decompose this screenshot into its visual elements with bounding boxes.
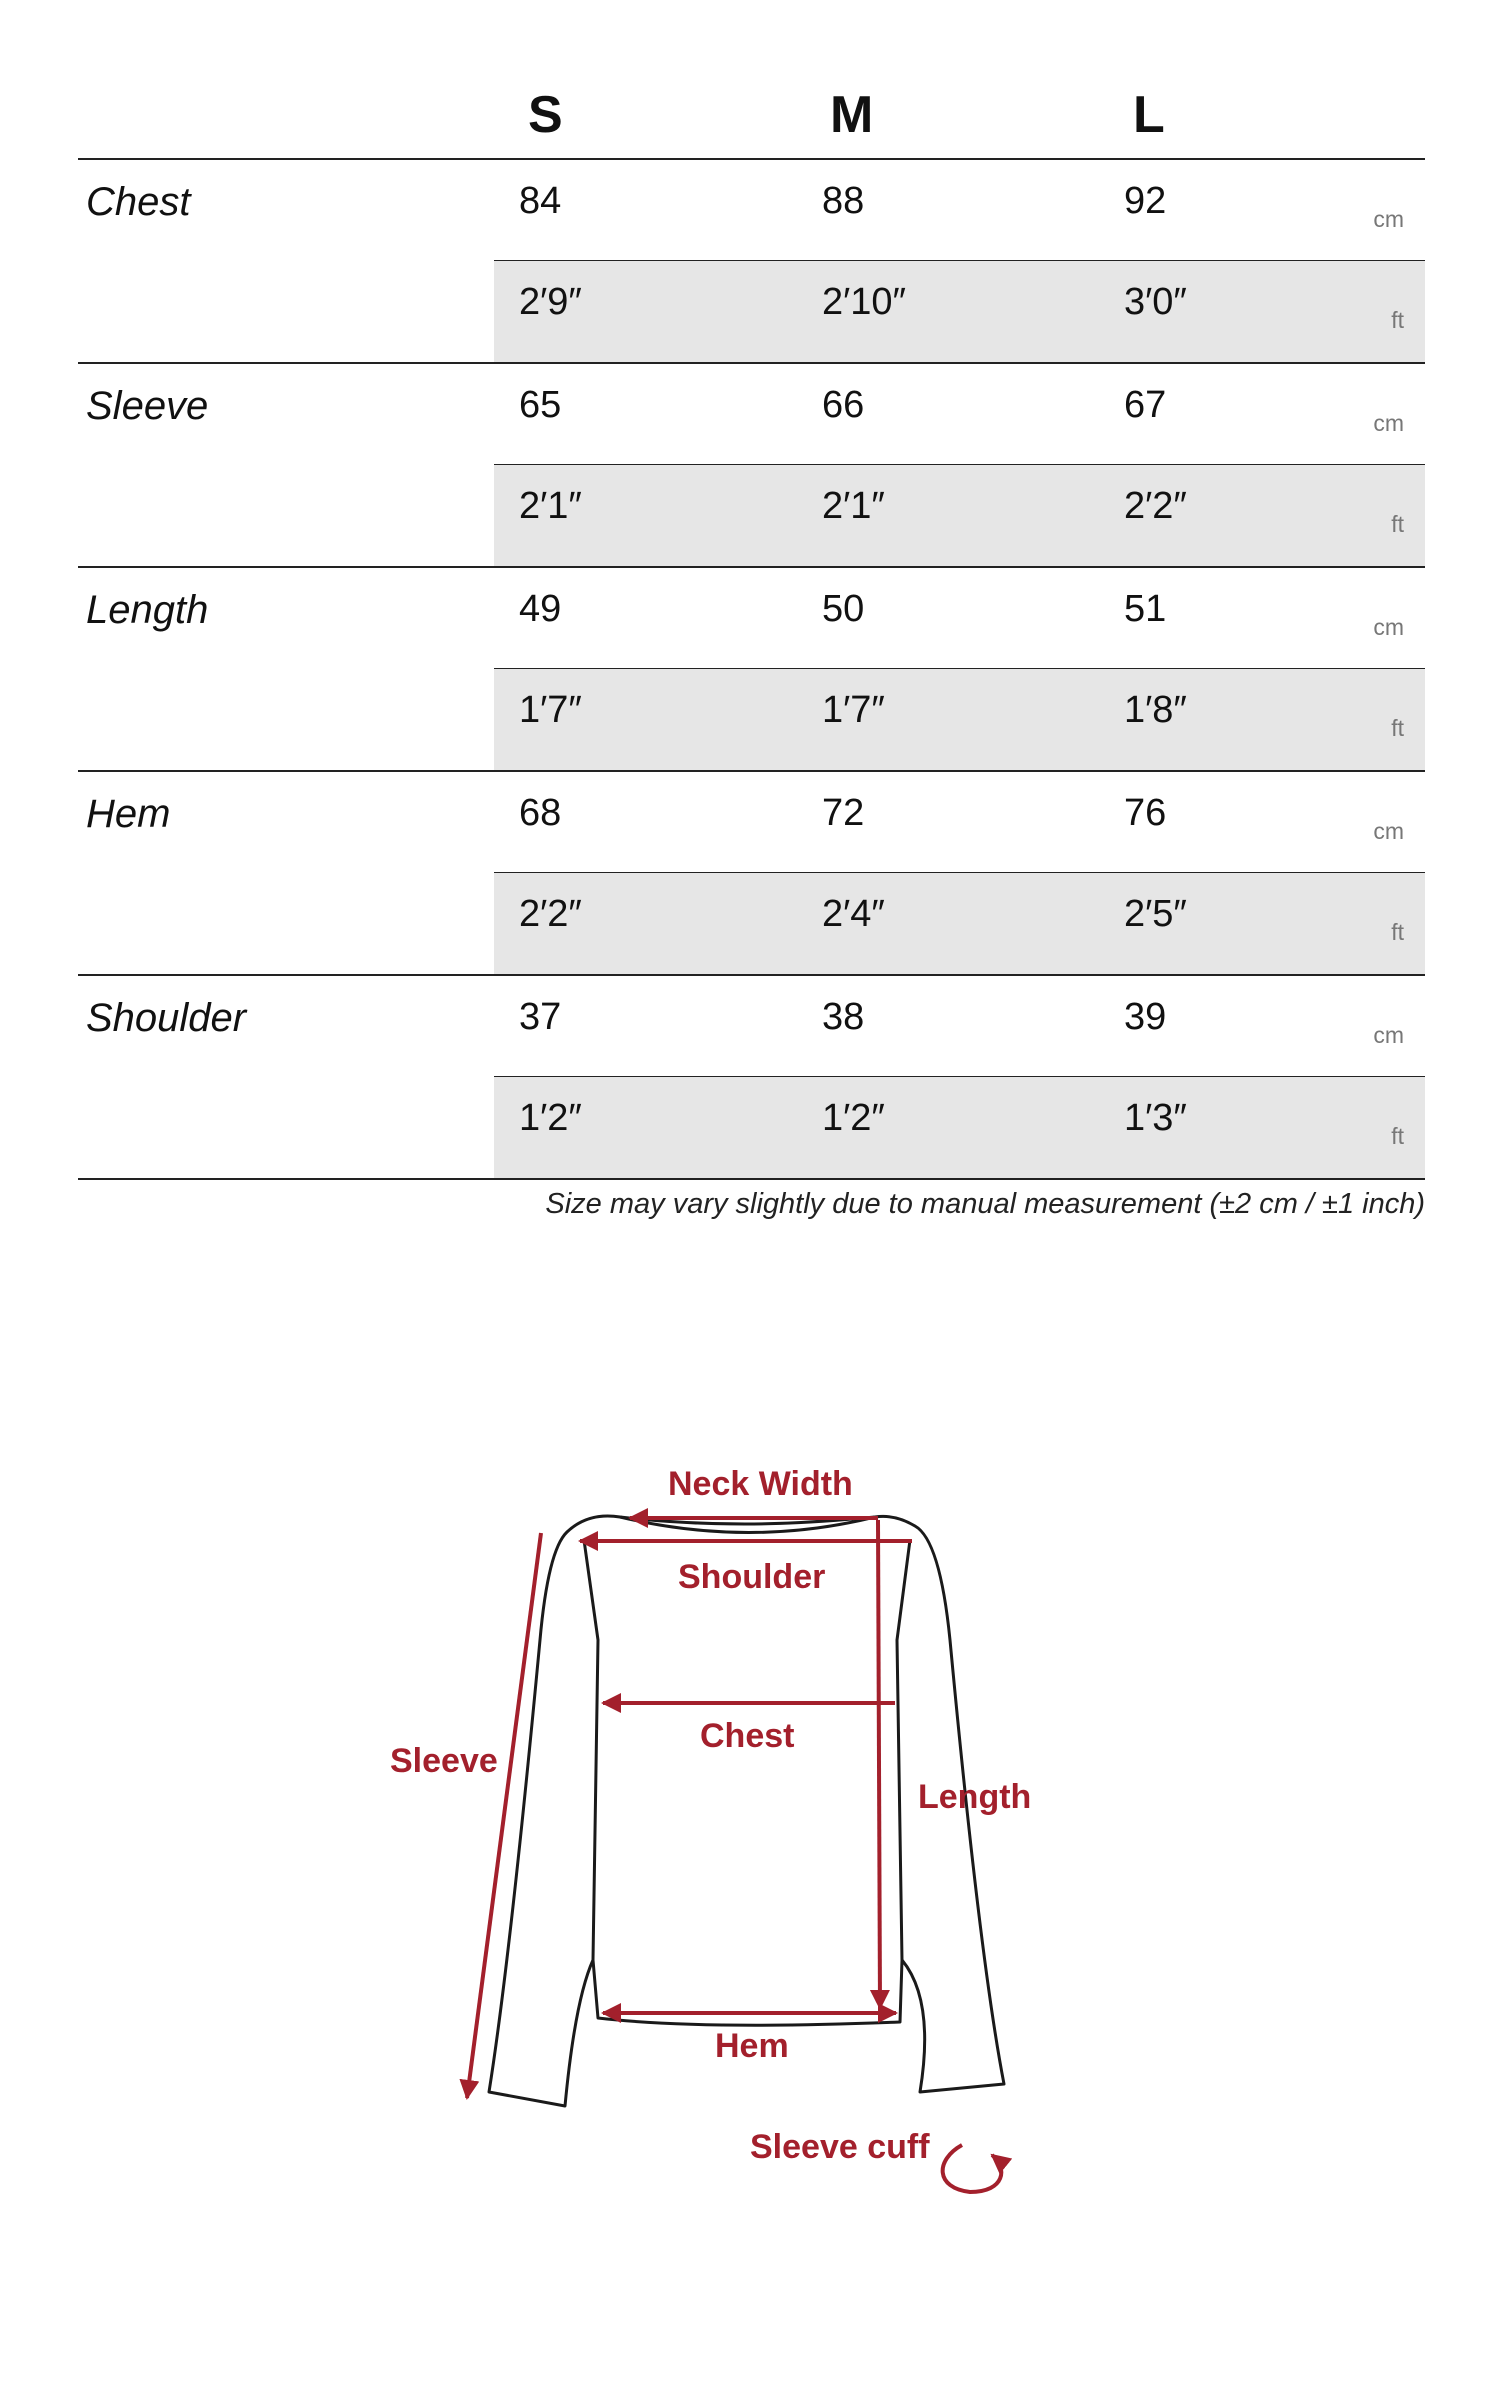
ft-value-row (494, 873, 1425, 974)
value-cell-m-cm: 88 (822, 180, 865, 222)
size-header-m: M (830, 86, 874, 144)
unit-label-ft: ft (1391, 307, 1404, 333)
measurement-label: Shoulder (86, 996, 247, 1040)
value-cell-s-cm: 37 (519, 996, 562, 1038)
value-cell-s-cm: 84 (519, 180, 562, 222)
measurement-rows (78, 160, 1425, 1180)
value-cell-m-cm: 50 (822, 588, 865, 630)
sleeve-cuff-arrow (943, 2145, 1002, 2192)
value-cell-l-cm: 92 (1124, 180, 1167, 222)
value-cell-m-ft: 2′10″ (822, 281, 906, 323)
ft-value-row (494, 669, 1425, 770)
unit-label-ft: ft (1391, 715, 1404, 741)
unit-label-cm: cm (1373, 206, 1404, 232)
value-cell-l-ft: 2′5″ (1124, 893, 1187, 935)
garment-measurement-diagram (0, 1440, 1500, 2240)
sleeve-cuff-label: Sleeve cuff (750, 2128, 930, 2166)
value-cell-m-ft: 1′2″ (822, 1097, 885, 1139)
value-cell-l-cm: 67 (1124, 384, 1167, 426)
measurement-label: Chest (86, 180, 191, 224)
value-cell-l-cm: 76 (1124, 792, 1167, 834)
value-cell-m-ft: 1′7″ (822, 689, 885, 731)
size-header-l: L (1133, 86, 1165, 144)
value-cell-s-cm: 65 (519, 384, 562, 426)
length-arrow (878, 1520, 880, 2008)
value-cell-l-ft: 1′8″ (1124, 689, 1187, 731)
value-cell-s-ft: 2′9″ (519, 281, 582, 323)
measurement-group (78, 364, 1425, 568)
ft-value-row (494, 465, 1425, 566)
chest-label: Chest (700, 1717, 795, 1755)
sleeve-label: Sleeve (390, 1742, 498, 1780)
length-label: Length (918, 1778, 1032, 1816)
cm-value-row (494, 976, 1425, 1078)
unit-label-cm: cm (1373, 1022, 1404, 1048)
size-chart-table (78, 80, 1425, 1180)
cm-value-row (494, 364, 1425, 466)
measurement-label: Length (86, 588, 209, 632)
value-cell-s-ft: 2′2″ (519, 893, 582, 935)
value-cell-l-ft: 1′3″ (1124, 1097, 1187, 1139)
value-cell-m-cm: 72 (822, 792, 865, 834)
value-cell-s-cm: 49 (519, 588, 562, 630)
ft-value-row (494, 1077, 1425, 1178)
measurement-group (78, 772, 1425, 976)
size-header-s: S (528, 86, 563, 144)
unit-label-ft: ft (1391, 511, 1404, 537)
measurement-label: Hem (86, 792, 171, 836)
measurement-group (78, 976, 1425, 1180)
unit-label-cm: cm (1373, 614, 1404, 640)
value-cell-s-cm: 68 (519, 792, 562, 834)
unit-label-ft: ft (1391, 1123, 1404, 1149)
value-cell-l-cm: 39 (1124, 996, 1167, 1038)
unit-label-ft: ft (1391, 919, 1404, 945)
value-cell-m-ft: 2′1″ (822, 485, 885, 527)
value-cell-s-ft: 1′2″ (519, 1097, 582, 1139)
size-header-row (78, 80, 1425, 160)
unit-label-cm: cm (1373, 818, 1404, 844)
value-cell-s-ft: 1′7″ (519, 689, 582, 731)
value-cell-l-ft: 2′2″ (1124, 485, 1187, 527)
measurement-group (78, 160, 1425, 364)
measurement-footnote: Size may vary slightly due to manual measurement (±2 cm / ±1 inch) (545, 1188, 1425, 1220)
unit-label-cm: cm (1373, 410, 1404, 436)
value-cell-l-cm: 51 (1124, 588, 1167, 630)
cm-value-row (494, 772, 1425, 874)
value-cell-l-ft: 3′0″ (1124, 281, 1187, 323)
value-cell-m-cm: 38 (822, 996, 865, 1038)
shoulder-label: Shoulder (678, 1558, 826, 1596)
value-cell-s-ft: 2′1″ (519, 485, 582, 527)
measurement-label: Sleeve (86, 384, 209, 428)
cm-value-row (494, 568, 1425, 670)
cm-value-row (494, 160, 1425, 262)
measurement-group (78, 568, 1425, 772)
hem-label: Hem (715, 2027, 789, 2065)
value-cell-m-cm: 66 (822, 384, 865, 426)
neck-width-label: Neck Width (668, 1465, 853, 1503)
value-cell-m-ft: 2′4″ (822, 893, 885, 935)
ft-value-row (494, 261, 1425, 362)
